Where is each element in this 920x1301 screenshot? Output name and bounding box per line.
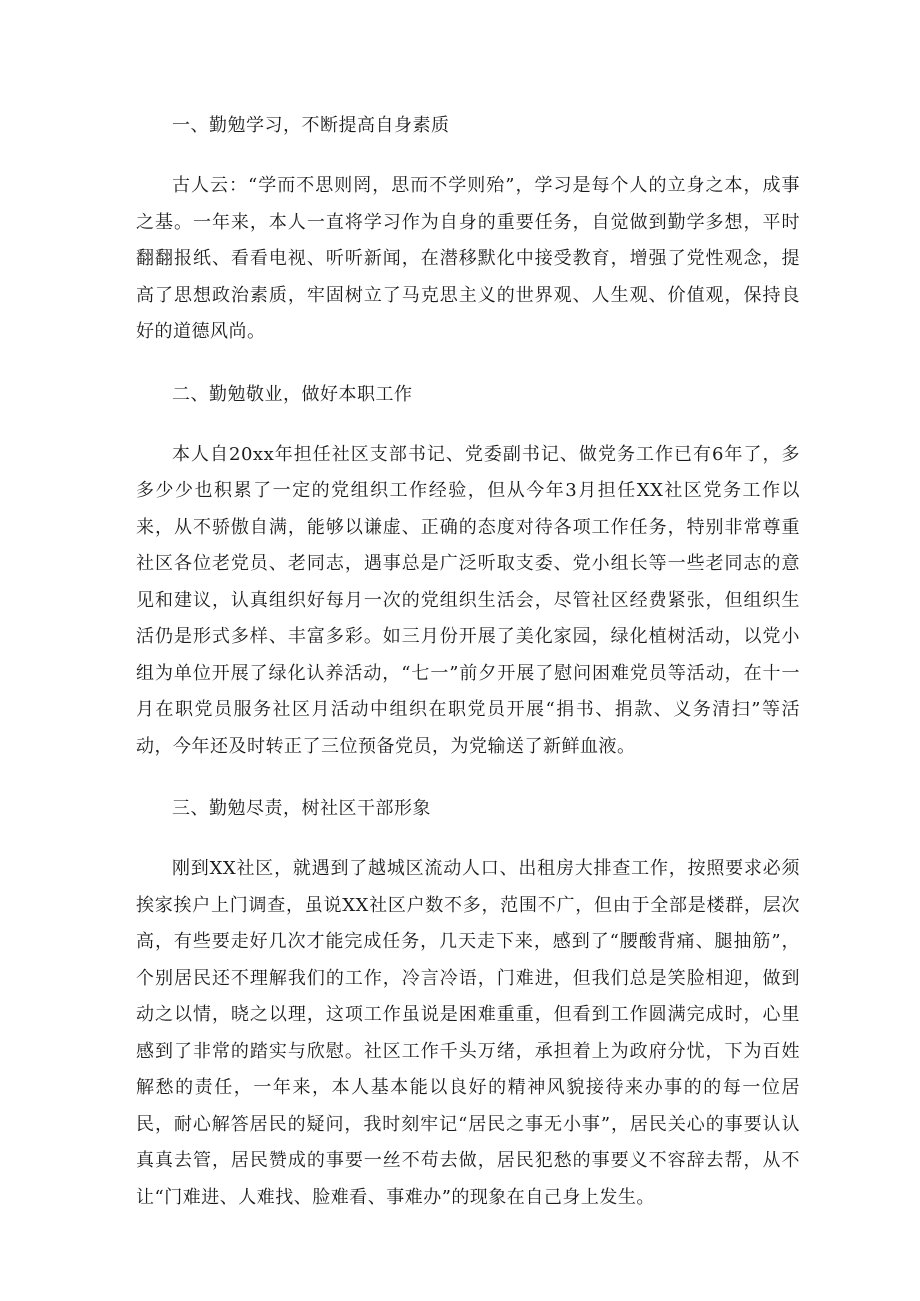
section-body: 本人自20xx年担任社区支部书记、党委副书记、做党务工作已有6年了，多多少少也积累了一定的党组织工作经验，但从今年3月担任XX社区党务工作以来，从不骄傲自满，能够以谦虚、正确的态度对待各项工作任务，特别非常尊重社区各位老党员、老同志，遇事总是广泛听取支委、党小组长等一些老同志的意见和建议，认真组织好每月一次的党组织生活会，尽管社区经费紧张，但组织生活仍是形式多样、丰富多彩。如三月份开展了美化家园，绿化植树活动，以党小组为单位开展了绿化认养活动，“七一”前夕开展了慰问困难党员等活动，在十一月在职党员服务社区月活动中组织在职党员开展“捐书、捐款、义务清扫”等活动，今年还及时转正了三位预备党员，为党输送了新鲜血液。 [136,443,800,757]
section-3 [136,791,800,1216]
section-2 [136,377,800,792]
section-heading: 三、勤勉尽责，树社区干部形象 [172,798,431,819]
section-heading: 一、勤勉学习，不断提高自身素质 [172,115,450,136]
section-heading: 二、勤勉敬业，做好本职工作 [172,383,413,405]
document-page [136,108,800,1216]
section-body: 刚到XX社区，就遇到了越城区流动人口、出租房大排查工作，按照要求必须挨家挨户上门调查，虽说XX社区户数不多，范围不广，但由于全部是楼群，层次高，有些要走好几次才能完成任务，几天走下来，感到了“腰酸背痛、腿抽筋”，个别居民还不理解我们的工作，冷言冷语，门难进，但我们总是笑脸相迎，做到动之以情，晓之以理，这项工作虽说是困难重重，但看到工作圆满完成时，心里感到了非常的踏实与欣慰。社区工作千头万绪，承担着上为政府分忧，下为百姓解愁的责任，一年来，本人基本能以良好的精神风貌接待来办事的的每一位居民，耐心解答居民的疑问，我时刻牢记“居民之事无小事”，居民关心的事要认认真真去管，居民赞成的事要一丝不苟去做，居民犯愁的事要义不容辞去帮，从不让“门难进、人难找、脸难看、事难办”的现象在自己身上发生。 [136,858,800,1208]
section-body: 古人云：“学而不思则罔，思而不学则殆”，学习是每个人的立身之本，成事之基。一年来，本人一直将学习作为自身的重要任务，自觉做到勤学多想，平时翻翻报纸、看看电视、听听新闻，在潜移默化中接受教育，增强了党性观念，提高了思想政治素质，牢固树立了马克思主义的世界观、人生观、价值观，保持良好的道德风尚。 [136,175,800,342]
section-1 [136,108,800,377]
